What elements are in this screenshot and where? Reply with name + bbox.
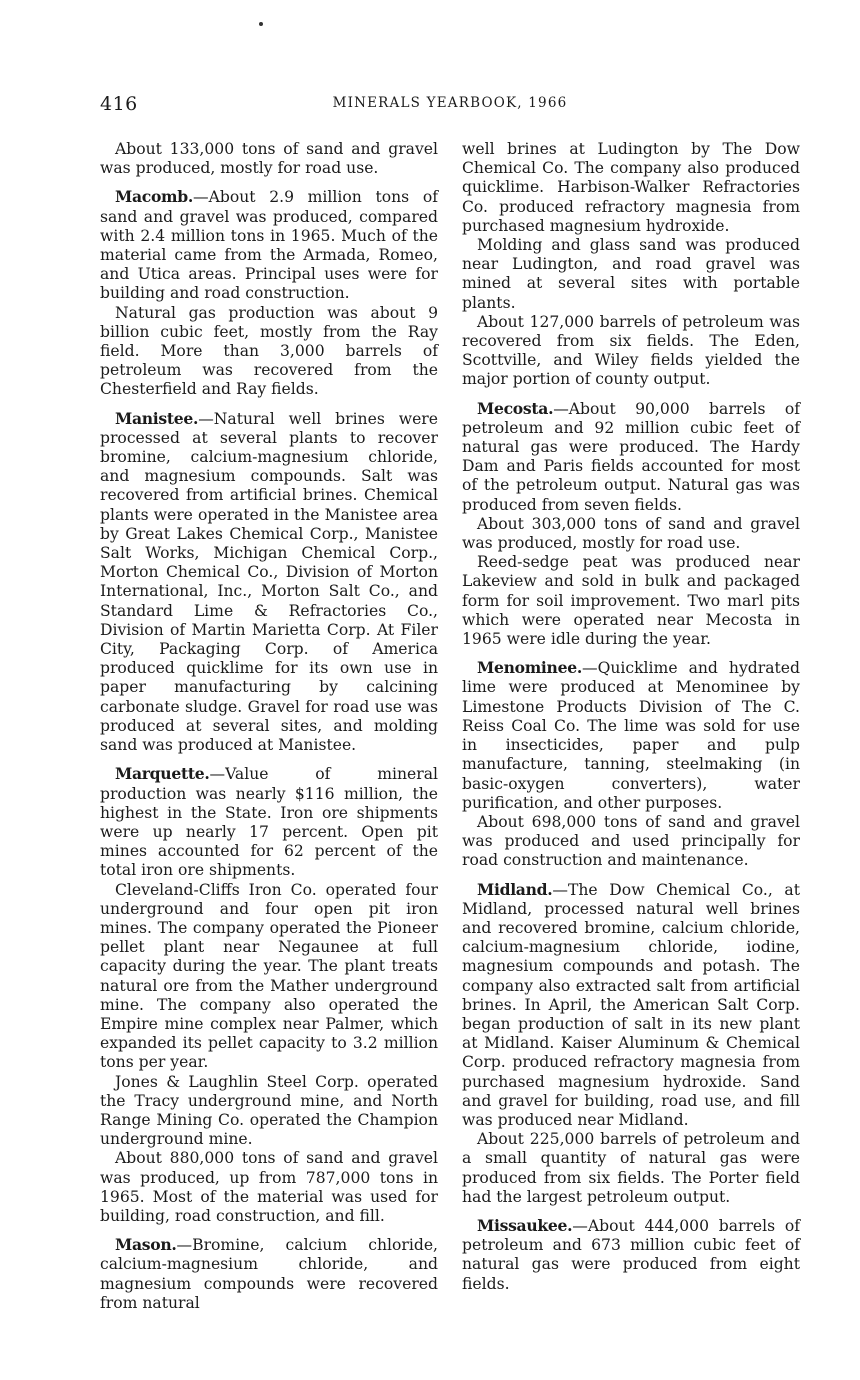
- county-name: Missaukee.: [477, 1215, 573, 1235]
- paragraph-text: About 225,000 barrels of petroleum and a small quantity of natural gas were produced from six fields. The Porter field had the largest petroleum output.: [462, 1130, 800, 1206]
- county-paragraph: [462, 658, 800, 813]
- paragraph: [462, 553, 800, 649]
- paragraph-text: Jones & Laughlin Steel Corp. operated the Tracy underground mine, and North Range Mining Co. operated the Champion underground mine.: [100, 1072, 438, 1149]
- paragraph-text: About 127,000 barrels of petroleum was recovered from six fields. The Eden, Scottville, and Wiley fields yielded the major portion of county output.: [462, 312, 800, 389]
- county-paragraph: [462, 1216, 800, 1294]
- left-column: [100, 140, 438, 1313]
- county-name: Mecosta.: [477, 398, 554, 418]
- paragraph-text: —Quicklime and hydrated lime were produced at Menominee by Limestone Products Division of The C. Reiss Coal Co. The lime was sold for use in insecticides, paper and pulp manufacture, tanning, steelmaking (in basic-oxygen converters), water purification, and other purposes.: [462, 659, 800, 812]
- paragraph-text: About 698,000 tons of sand and gravel was produced and used principally for road construction and maintenance.: [462, 812, 800, 870]
- paragraph-text: —Bromine, calcium chloride, calcium-magnesium chloride, and magnesium compounds were recovered from natural: [100, 1236, 438, 1312]
- paragraph: [100, 304, 438, 400]
- county-name: Menominee.: [477, 658, 582, 678]
- county-name: Macomb.: [115, 187, 193, 207]
- paragraph-text: Cleveland-Cliffs Iron Co. operated four underground and four open pit iron mines. The company operated the Pioneer pellet plant near Negaunee at full capacity during the year. The plant treats natural ore from the Mather underground mine. The company also operated the Empire mine complex near Palmer, which expanded its pellet capacity to 3.2 million tons per year.: [100, 880, 438, 1072]
- paragraph-text: well brines at Ludington by The Dow Chemical Co. The company also produced quicklime. Harbison-Walker Refractories Co. produced refractory magnesia from purchased magnesium hydroxide.: [462, 140, 800, 235]
- paragraph: [100, 1073, 438, 1150]
- paragraph: [462, 313, 800, 390]
- county-name: Manistee.: [115, 408, 199, 428]
- paragraph-text: —Value of mineral production was nearly $116 million, the highest in the State. Iron ore shipments were up nearly 17 percent. Open pit mines accounted for 62 percent of the total iron ore shipments.: [100, 765, 438, 880]
- paragraph: [100, 1149, 438, 1226]
- county-paragraph: [462, 880, 800, 1131]
- county-name: Midland.: [477, 879, 553, 899]
- paragraph-text: —Natural well brines were processed at several plants to recover bromine, calcium-magnesium chloride, and magnesium compounds. Salt was recovered from artificial brines. Chemical plants were operated in the Manistee area by Great Lakes Chemical Corp., Manistee Salt Works, Michigan Chemical Corp., Morton Chemical Co., Division of Morton International, Inc., Morton Salt Co., and Standard Lime & Refractories Co., Division of Martin Marietta Corp. At Filer City, Packaging Corp. of America produced quicklime for its own use in paper manufacturing by calcining carbonate sludge. Gravel for road use was produced at several sites, and molding sand was produced at Manistee.: [100, 409, 438, 755]
- paragraph-text: —The Dow Chemical Co., at Midland, processed natural well brines and recovered bromine, calcium chloride, calcium-magnesium chloride, iodine, magnesium compounds and potash. The company also extracted salt from artificial brines. In April, the American Salt Corp. began production of salt in its new plant at Midland. Kaiser Aluminum & Chemical Corp. produced refractory magnesia from purchased magnesium hydroxide. Sand and gravel for building, road use, and fill was produced near Midland.: [462, 880, 800, 1129]
- running-title: MINERALS YEARBOOK, 1966: [332, 95, 568, 111]
- paragraph-text: —About 90,000 barrels of petroleum and 92 million cubic feet of natural gas were produced. The Hardy Dam and Paris fields accounted for most of the petroleum output. Natural gas was produced from seven fields.: [462, 399, 800, 514]
- paragraph-text: Natural gas production was about 9 billion cubic feet, mostly from the Ray field. More than 3,000 barrels of petroleum was recovered from the Chesterfield and Ray fields.: [100, 303, 438, 399]
- paragraph: [462, 515, 800, 553]
- paragraph-text: About 303,000 tons of sand and gravel was produced, mostly for road use.: [462, 514, 800, 553]
- page-number: 416: [100, 93, 138, 115]
- paragraph: [100, 140, 438, 178]
- county-name: Mason.: [115, 1235, 177, 1255]
- county-paragraph: [100, 409, 438, 756]
- paragraph-text: Molding and glass sand was produced near Ludington, and road gravel was mined at several sites with portable plants.: [462, 236, 800, 312]
- paragraph: [462, 1130, 800, 1207]
- paragraph-text: —About 444,000 barrels of petroleum and 673 million cubic feet of natural gas were produced from eight fields.: [462, 1216, 800, 1293]
- paragraph: [100, 881, 438, 1073]
- county-paragraph: [100, 764, 438, 880]
- paragraph-text: About 133,000 tons of sand and gravel was produced, mostly for road use.: [100, 140, 438, 178]
- county-paragraph: [462, 399, 800, 515]
- stray-dot-mark: [259, 22, 263, 26]
- paragraph-text: About 880,000 tons of sand and gravel was produced, up from 787,000 tons in 1965. Most of the material was used for building, road construction, and fill.: [100, 1149, 438, 1225]
- paragraph-text: Reed-sedge peat was produced near Lakeview and sold in bulk and packaged form for soil improvement. Two marl pits which were operated near Mecosta in 1965 were idle during the year.: [462, 553, 800, 649]
- right-column: [462, 140, 800, 1294]
- county-name: Marquette.: [115, 764, 210, 784]
- paragraph: [462, 236, 800, 313]
- paragraph-text: —About 2.9 million tons of sand and gravel was produced, compared with 2.4 million tons in 1965. Much of the material came from the Armada, Romeo, and Utica areas. Principal uses were for building and road construction.: [100, 188, 438, 303]
- paragraph: [462, 140, 800, 236]
- county-paragraph: [100, 1235, 438, 1313]
- county-paragraph: [100, 187, 438, 303]
- paragraph: [462, 813, 800, 871]
